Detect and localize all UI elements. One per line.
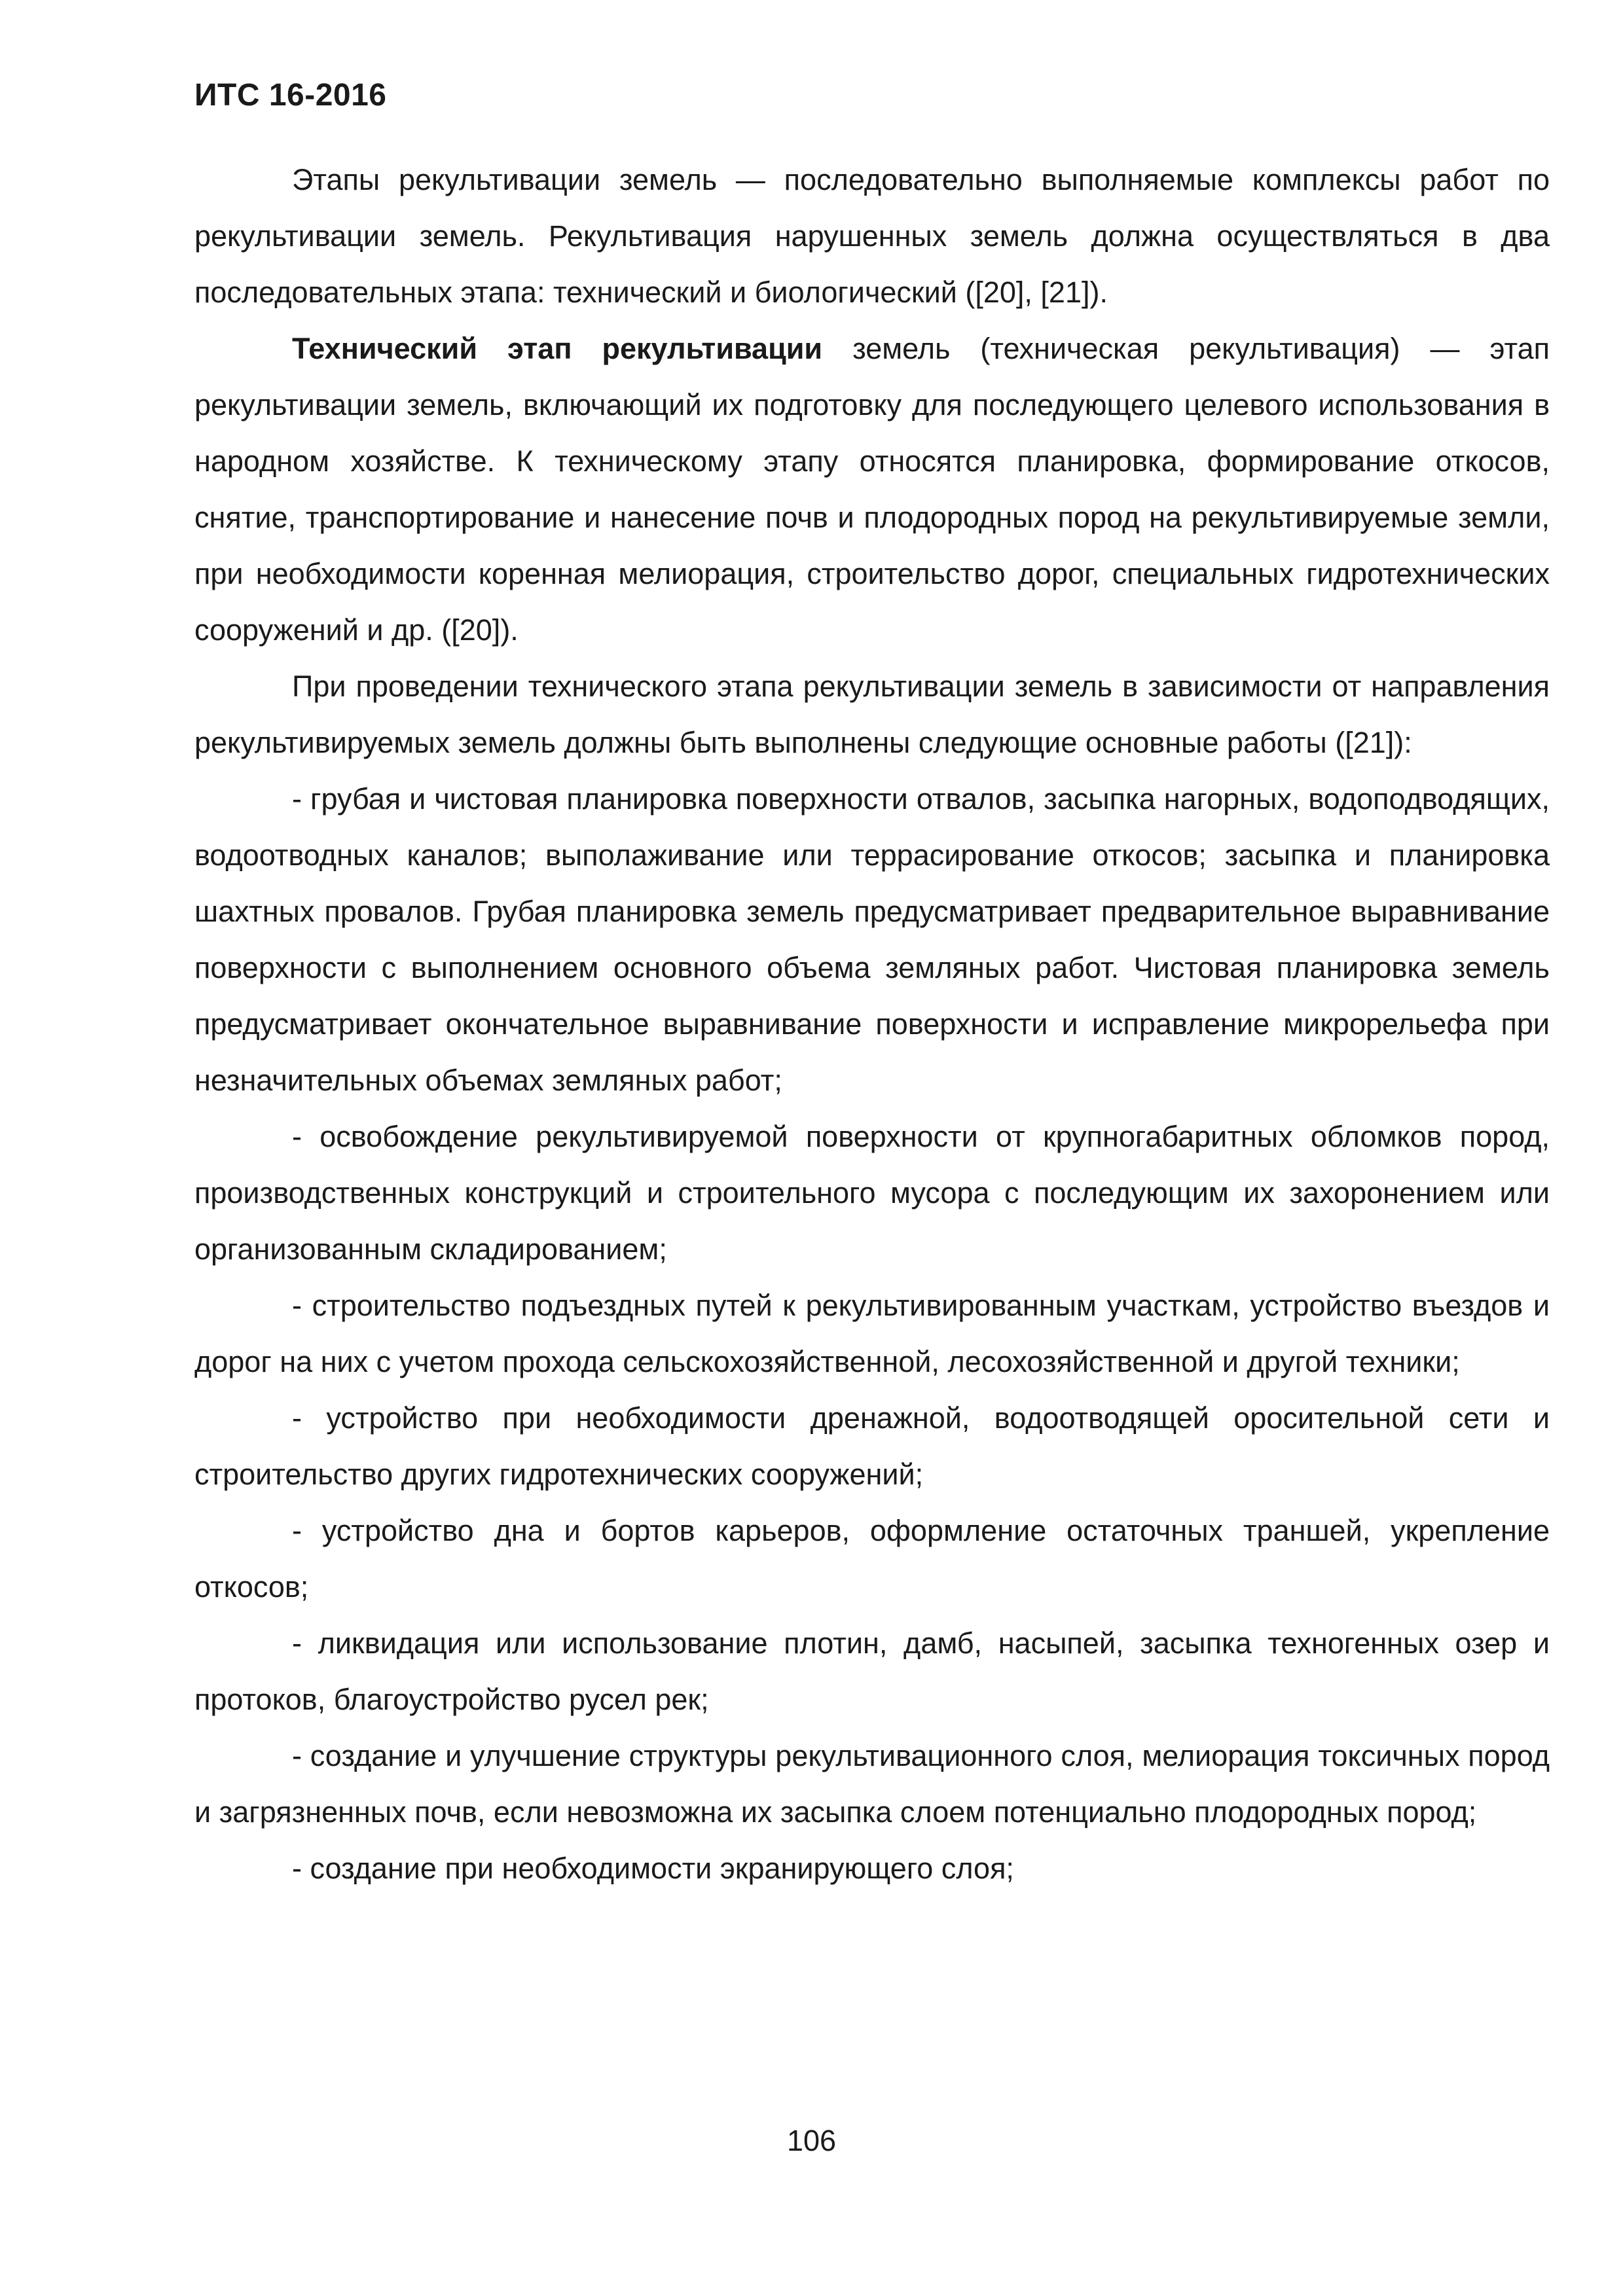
list-item-drainage: - устройство при необходимости дренажной, водоотводящей оросительной сети и строительство других гидротехнических сооружений; xyxy=(194,1401,1550,1491)
document-body xyxy=(194,152,1550,1897)
document-code-header: ИТС 16-2016 xyxy=(194,78,387,113)
list-item-roads: - строительство подъездных путей к рекультивированным участкам, устройство въездов и дорог на них с учетом прохода сельскохозяйственной, лесохозяйственной и другой техники; xyxy=(194,1289,1550,1378)
paragraph-stages-definition: Этапы рекультивации земель — последовательно выполняемые комплексы работ по рекультивации земель. Рекультивация нарушенных земель должна осуществляться в два последовательных этапа: технический и биологический ([20], [21]). xyxy=(194,163,1550,309)
paragraph-technical-stage xyxy=(194,321,1550,658)
list-item-clearing: - освобождение рекультивируемой поверхности от крупногабаритных обломков пород, производственных конструкций и строительного мусора с последующим их захоронением или организованным складированием; xyxy=(194,1120,1550,1266)
term-technical-stage: Технический этап рекультивации xyxy=(292,332,823,365)
list-item-quarry: - устройство дна и бортов карьеров, оформление остаточных траншей, укрепление откосов; xyxy=(194,1514,1550,1604)
list-item-soil-layer: - создание и улучшение структуры рекультивационного слоя, мелиорация токсичных пород и загрязненных почв, если невозможна их засыпка слоем потенциально плодородных пород; xyxy=(194,1739,1550,1829)
technical-stage-definition: земель (техническая рекультивация) — этап рекультивации земель, включающий их подготовку для последующего целевого использования в народном хозяйстве. К техническому этапу относятся планировка, формирование откосов, снятие, транспортирование и нанесение почв и плодородных пород на рекультивируемые земли, при необходимости коренная мелиорация, строительство дорог, специальных гидротехнических сооружений и др. ([20]). xyxy=(194,332,1550,647)
paragraph-works-intro: При проведении технического этапа рекультивации земель в зависимости от направления рекультивируемых земель должны быть выполнены следующие основные работы ([21]): xyxy=(194,670,1550,759)
page-number: 106 xyxy=(786,2124,837,2157)
list-item-screening-layer: - создание при необходимости экранирующего слоя; xyxy=(292,1852,1014,1885)
list-item-dams: - ликвидация или использование плотин, дамб, насыпей, засыпка техногенных озер и протоков, благоустройство русел рек; xyxy=(194,1626,1550,1716)
list-item-planning: - грубая и чистовая планировка поверхности отвалов, засыпка нагорных, водоподводящих, водоотводных каналов; выполаживание или террасирование откосов; засыпка и планировка шахтных провалов. Грубая планировка земель предусматривает предварительное выравнивание поверхности с выполнением основного объема земляных работ. Чистовая планировка земель предусматривает окончательное выравнивание поверхности и исправление микрорельефа при незначительных объемах земляных работ; xyxy=(194,782,1550,1097)
